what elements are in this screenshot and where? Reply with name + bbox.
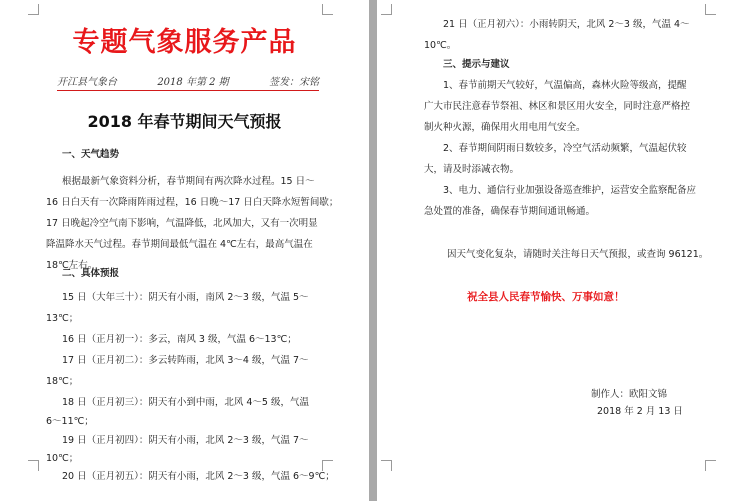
advice-line: 广大市民注意春节祭祖、林区和景区用火安全，同时注意严格控 — [424, 101, 691, 112]
trend-line: 根据最新气象资料分析，春节期间有两次降水过程。15 日～ — [62, 176, 315, 187]
holiday-greeting: 祝全县人民春节愉快、万事如意！ — [467, 291, 625, 303]
trend-line: 17 日晚起冷空气南下影响，气温降低，北风加大，又有一次明显 — [46, 218, 318, 229]
forecast-line: 21 日（正月初六）：小雨转阴天，北风 2～3 级，气温 4～ — [443, 19, 690, 30]
signer-label: 签发：宋铭 — [268, 77, 319, 88]
document-page-right — [377, 0, 750, 501]
section-heading-forecast: 二、具体预报 — [62, 268, 120, 279]
advice-line: 制火种火源，确保用火用电用气安全。 — [424, 122, 586, 133]
forecast-line: 16 日（正月初一）：多云，南风 3 级，气温 6～13℃； — [62, 334, 297, 345]
document-page-left — [0, 0, 369, 501]
issue-date: 2018 年 2 月 13 日 — [597, 406, 683, 417]
advice-line: 1、春节前期天气较好，气温偏高，森林火险等级高，提醒 — [443, 80, 687, 91]
forecast-line: 6～11℃； — [46, 416, 94, 427]
forecast-line: 13℃； — [46, 313, 79, 324]
section-heading-advice: 三、提示与建议 — [443, 59, 510, 70]
trend-line: 16 日白天有一次降雨阵雨过程，16 日晚～17 日白天降水短暂间歇； — [46, 197, 339, 208]
advice-line: 急处置的准备，确保春节期间通讯畅通。 — [424, 206, 596, 217]
crop-mark — [28, 4, 39, 15]
crop-mark — [381, 4, 392, 15]
forecast-line: 20 日（正月初五）：阴天有小雨，北风 2～3 级，气温 6～9℃； — [62, 471, 335, 482]
forecast-line: 18℃； — [46, 376, 79, 387]
issuer-label: 开江县气象台 — [57, 77, 117, 88]
crop-mark — [28, 460, 39, 471]
forecast-line: 17 日（正月初二）：多云转阵雨，北风 3～4 级，气温 7～ — [62, 355, 309, 366]
advice-line: 大，请及时添减衣物。 — [424, 164, 520, 175]
crop-mark — [705, 460, 716, 471]
issue-number: 2018 年第 2 期 — [157, 77, 229, 88]
banner-title: 专题气象服务产品 — [72, 27, 297, 58]
advice-line: 2、春节期间阴雨日数较多，冷空气活动频繁，气温起伏较 — [443, 143, 687, 154]
trend-line: 降温降水天气过程。春节期间最低气温在 4℃左右，最高气温在 — [46, 239, 313, 250]
forecast-line: 15 日（大年三十）：阴天有小雨，南风 2～3 级，气温 5～ — [62, 292, 309, 303]
section-heading-trend: 一、天气趋势 — [62, 149, 120, 160]
notice-line: 因天气变化复杂，请随时关注每日天气预报，或查询 96121。 — [447, 249, 709, 260]
crop-mark — [322, 4, 333, 15]
forecast-line: 19 日（正月初四）：阴天有小雨，北风 2～3 级，气温 7～ — [62, 435, 309, 446]
forecast-line: 18 日（正月初三）：阴天有小到中雨，北风 4～5 级，气温 — [62, 397, 309, 408]
advice-line: 3、电力、通信行业加强设备巡查维护，运营安全监察配备应 — [443, 185, 697, 196]
crop-mark — [705, 4, 716, 15]
crop-mark — [381, 460, 392, 471]
forecast-line: 10℃。 — [424, 40, 457, 51]
forecast-line: 10℃； — [46, 453, 79, 464]
trend-line: 18℃左右。 — [46, 260, 98, 271]
issue-info-line — [57, 73, 319, 91]
document-title: 2018 年春节期间天气预报 — [87, 112, 282, 131]
producer-label: 制作人：欧阳文锦 — [591, 389, 668, 400]
